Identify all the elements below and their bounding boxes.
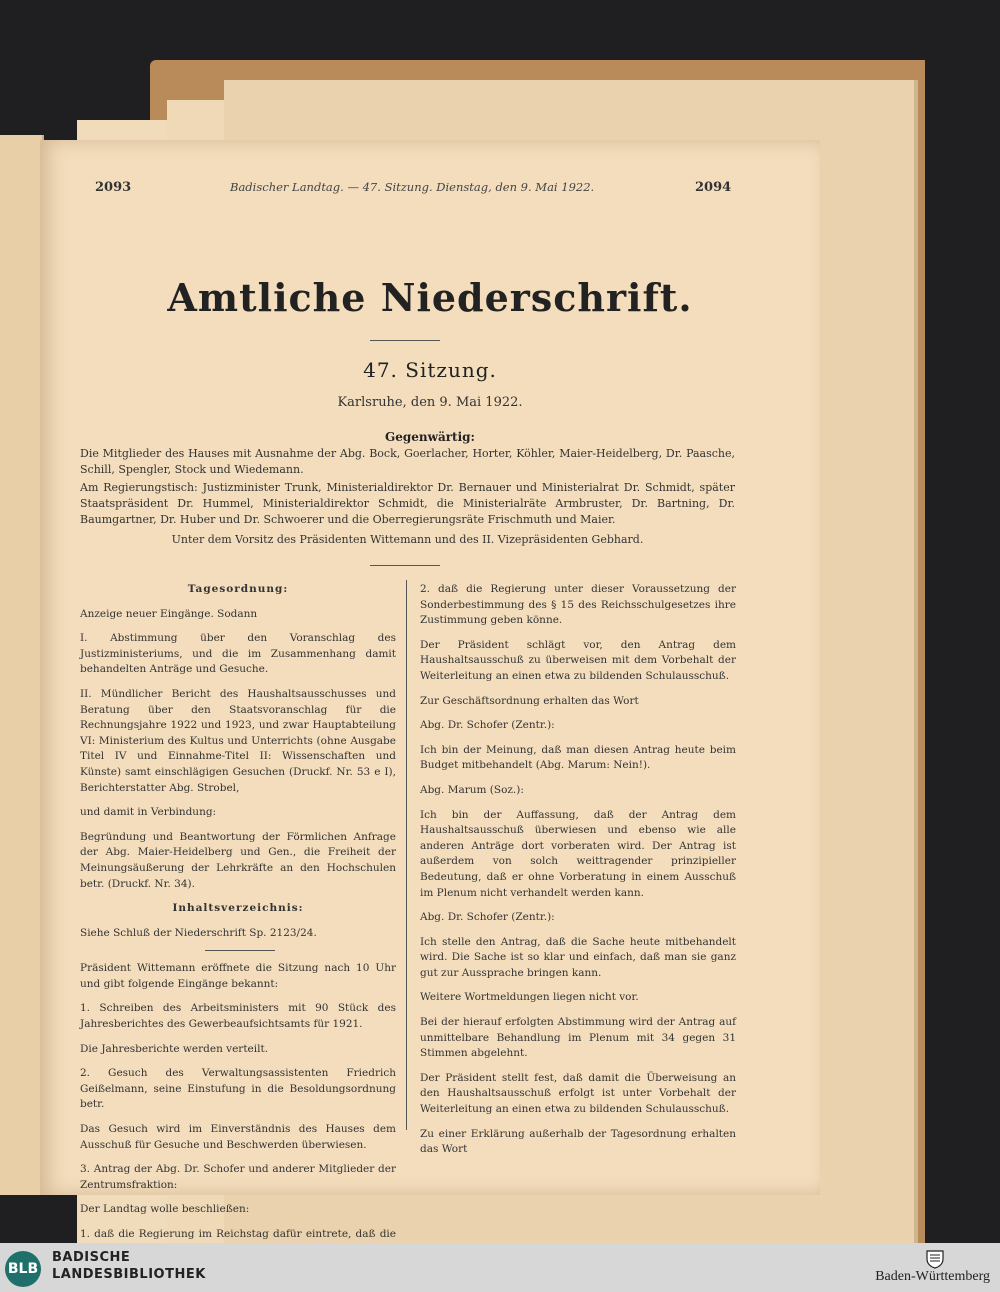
body-paragraph: Ich bin der Auffassung, daß der Antrag dem Haushaltsausschuß überwiesen und ebenso wie alle anderen Anträge dort vorberaten wird. Der Antrag ist außerdem von solch weittragender prinzipieller Bedeutung, daß er ohne Vorberatung in einem Ausschuß im Plenum nicht verhandelt werden kann.: [420, 808, 736, 899]
body-paragraph: Ich stelle den Antrag, daß die Sache heute mitbehandelt wird. Die Sache ist so klar und einfach, daß man sie ganz gut zur Aussprache bringen kann.: [420, 935, 736, 979]
divider: [205, 950, 275, 951]
agenda-item: Begründung und Beantwortung der Förmlichen Anfrage der Abg. Maier-Heidelberg und Gen., die Freiheit der Meinungsäußerung der Lehrkräfte an den Hochschulen betr. (Druckf. Nr. 34).: [80, 830, 396, 890]
page-number-right: 2094: [695, 180, 732, 195]
left-page-edge: [0, 135, 44, 1195]
body-paragraph: Der Präsident stellt fest, daß damit die Überweisung an den Haushaltsausschuß erfolgt ist unter Vorbehalt der Weiterleitung an einen etwa zu bildenden Schulausschuß.: [420, 1071, 736, 1116]
agenda-item: I. Abstimmung über den Voranschlag des Justizministeriums, und die im Zusammenhang damit behandelten Anträge und Gesuche.: [80, 632, 396, 676]
left-column: [80, 582, 396, 1243]
body-paragraph: Zur Geschäftsordnung erhalten das Wort: [420, 694, 639, 707]
document-page: [40, 140, 820, 1240]
speaker-line: Abg. Dr. Schofer (Zentr.):: [420, 911, 555, 924]
chair-line: Unter dem Vorsitz des Präsidenten Wittemann und des II. Vizepräsidenten Gebhard.: [171, 533, 644, 546]
body-paragraph: Das Gesuch wird im Einverständnis des Hauses dem Ausschuß für Gesuche und Beschwerden überwiesen.: [80, 1123, 396, 1151]
viewer-footer: [0, 1243, 1000, 1292]
body-paragraph: 3. Antrag der Abg. Dr. Schofer und anderer Mitglieder der Zentrumsfraktion:: [80, 1163, 396, 1191]
agenda-item: II. Mündlicher Bericht des Haushaltsausschusses und Beratung über den Staatsvoranschlag für die Rechnungsjahre 1922 und 1923, und zwar Hauptabteilung VI: Ministerium des Kultus und Unterrichts (ohne Ausgabe Titel IV und Einnahme-Titel II: Wissenschaften und Künste) samt einschlägigen Gesuchen (Druckf. Nr. 53 e I), Berichterstatter Abg. Strobel,: [80, 687, 396, 794]
agenda-item: Anzeige neuer Eingänge. Sodann: [80, 607, 258, 620]
body-paragraph: Der Präsident schlägt vor, den Antrag dem Haushaltsausschuß zu überweisen mit dem Vorbehalt der Weiterleitung an einen etwa zu bildenden Schulausschuß.: [420, 638, 736, 682]
session-title: 47. Sitzung.: [363, 358, 497, 382]
body-paragraph: Der Landtag wolle beschließen:: [80, 1203, 250, 1216]
page-number-left: 2093: [95, 180, 132, 195]
body-paragraph: 1. daß die Regierung im Reichstag dafür eintrete, daß die: [80, 1228, 396, 1240]
place-date: Karlsruhe, den 9. Mai 1922.: [337, 395, 523, 410]
body-paragraph: Die Jahresberichte werden verteilt.: [80, 1042, 269, 1055]
body-paragraph: Bei der hierauf erfolgten Abstimmung wird der Antrag auf unmittelbare Behandlung im Plenum mit 34 gegen 31 Stimmen abgelehnt.: [420, 1016, 736, 1060]
state-name: Baden-Württemberg: [875, 1269, 990, 1284]
index-reference: Siehe Schluß der Niederschrift Sp. 2123/24.: [80, 926, 317, 939]
body-paragraph: 2. daß die Regierung unter dieser Voraussetzung der Sonderbestimmung des § 15 des Reichsschulgesetzes ihre Zustimmung geben könne.: [420, 583, 736, 627]
right-column: [420, 582, 736, 1167]
library-name-line2: LANDESBIBLIOTHEK: [52, 1267, 206, 1282]
body-paragraph: Weitere Wortmeldungen liegen nicht vor.: [420, 991, 639, 1004]
body-paragraph: 2. Gesuch des Verwaltungsassistenten Friedrich Geißelmann, seine Einstufung in die Besoldungsordnung betr.: [80, 1067, 396, 1111]
document-title: Amtliche Niederschrift.: [167, 275, 693, 320]
members-paragraph: Die Mitglieder des Hauses mit Ausnahme der Abg. Bock, Goerlacher, Horter, Köhler, Maier-Heidelberg, Dr. Paasche, Schill, Spengler, Stock und Wiedemann.: [80, 447, 735, 476]
body-paragraph: Ich bin der Meinung, daß man diesen Antrag heute beim Budget mitbehandelt (Abg. Marum: Nein!).: [420, 743, 736, 772]
index-heading: Inhaltsverzeichnis:: [172, 902, 304, 915]
government-bench: Am Regierungstisch: Justizminister Trunk, Ministerialdirektor Dr. Bernauer und Ministerialrat Dr. Schmidt, später Staatspräsident Dr. Hummel, Ministerialdirektor Schmidt, die Ministerialräte Armbruster, Dr. Bartning, Dr. Baumgartner, Dr. Huber und Dr. Schwoerer und die Oberregierungsräte Frischmuth und Maier.: [80, 481, 735, 526]
body-paragraph: Präsident Wittemann eröffnete die Sitzung nach 10 Uhr und gibt folgende Eingänge bekannt:: [80, 962, 396, 990]
library-name-line1: BADISCHE: [52, 1250, 131, 1265]
running-title: Badischer Landtag. — 47. Sitzung. Dienstag, den 9. Mai 1922.: [230, 180, 595, 194]
agenda-heading: Tagesordnung:: [187, 583, 289, 595]
divider: [370, 340, 440, 341]
baden-wuerttemberg-crest-icon: [926, 1249, 944, 1269]
body-paragraph: Zu einer Erklärung außerhalb der Tagesordnung erhalten das Wort: [420, 1127, 736, 1156]
speaker-line: Abg. Marum (Soz.):: [420, 783, 524, 796]
body-paragraph: 1. Schreiben des Arbeitsministers mit 90 Stück des Jahresberichtes des Gewerbeaufsichtsamts für 1921.: [80, 1002, 396, 1031]
present-heading: Gegenwärtig:: [385, 430, 475, 444]
speaker-line: Abg. Dr. Schofer (Zentr.):: [420, 719, 555, 732]
divider: [370, 565, 440, 566]
agenda-item: und damit in Verbindung:: [80, 806, 217, 819]
blb-logo[interactable]: BLB: [5, 1251, 41, 1287]
column-divider: [406, 580, 407, 1130]
